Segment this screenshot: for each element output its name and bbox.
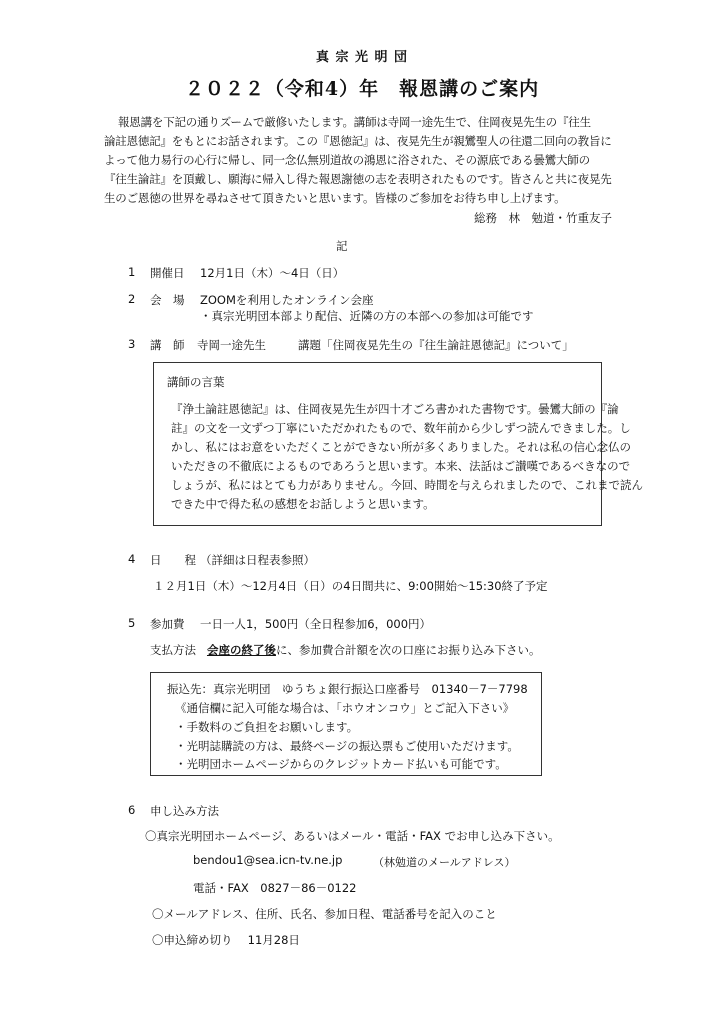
lecturer-words-line: いただきの不徹底によるものであろうと思います。本来、法話はご讃嘆であるべきなので <box>171 459 631 473</box>
item-number: 4 <box>128 552 136 566</box>
ki-heading: 記 <box>336 239 348 253</box>
schedule-note: （詳細は日程表参照） <box>200 553 315 567</box>
required-fields: 〇メールアドレス、住所、氏名、参加日程、電話番号を記入のこと <box>152 907 497 921</box>
schedule-label: 日 程 <box>150 553 196 567</box>
payment-instructions: に、参加費合計額を次の口座にお振り込み下さい。 <box>275 643 541 657</box>
lecturer-words-heading: 講師の言葉 <box>167 375 225 389</box>
apply-methods: 〇真宗光明団ホームページ、あるいはメール・電話・FAX でお申し込み下さい。 <box>145 829 560 843</box>
deadline: 〇申込締め切り 11月28日 <box>152 933 300 947</box>
organization-name: 真 宗 光 明 団 <box>315 50 409 65</box>
intro-line: 『往生論註』を頂戴し、願海に帰入し得た報恩謝徳の志を表明されたものです。皆さんと共に夜晃先 <box>104 172 612 186</box>
payment-note: ・光明誌購読の方は、最終ページの振込票もご使用いただけます。 <box>175 739 519 753</box>
item-number: 5 <box>128 616 136 630</box>
venue-label: 会 場 <box>150 293 185 307</box>
intro-line: 報恩講を下記の通りズームで厳修いたします。講師は寺岡一途先生で、住岡夜晃先生の『往生 <box>118 115 591 129</box>
venue-value: ZOOMを利用したオンライン会座 <box>200 293 374 307</box>
lecture-topic: 講題「住岡夜晃先生の『往生論註恩徳記』について」 <box>298 338 574 352</box>
payment-account: 振込先：真宗光明団 ゆうちょ銀行振込口座番号 01340－7－7798 <box>167 682 528 696</box>
intro-line: よって他力易行の心行に帰し、同一念仏無別道故の鴻恩に浴された、その源底である曇鸞大師の <box>104 153 590 167</box>
lecturer-label: 講 師 <box>150 338 185 352</box>
item-number: 1 <box>128 265 136 279</box>
item-number: 6 <box>128 803 136 817</box>
payment-method <box>150 642 540 658</box>
lecturer-words-line: できた中で得た私の感想をお話しようと思います。 <box>171 497 435 511</box>
lecturer-words-line: かし、私にはお意をいただくことができない所が多くありました。それは私の信心念仏の <box>171 440 631 454</box>
signature: 総務 林 勉道・竹重友子 <box>474 211 612 225</box>
email-note: （林勉道のメールアドレス） <box>373 856 516 869</box>
item-number: 3 <box>128 337 136 351</box>
payment-method-label: 支払方法 <box>150 643 196 657</box>
schedule-detail: １２月1日（木）～12月4日（日）の4日間共に、9:00開始～15:30終了予定 <box>153 579 548 593</box>
payment-info-box <box>150 672 542 776</box>
fee-label: 参加費 <box>150 617 185 631</box>
payment-note: 《通信欄に記入可能な場合は、「ホウオンコウ」とご記入下さい》 <box>175 701 515 715</box>
item-number: 2 <box>128 292 136 306</box>
phone-fax: 電話・FAX 0827－86－0122 <box>193 881 357 895</box>
lecturer-words-box <box>153 362 643 526</box>
date-value: 12月1日（木）～4日（日） <box>200 266 345 280</box>
lecturer-name: 寺岡一途先生 <box>197 338 266 352</box>
lecturer-words-line: しょうが、私にはとても力がありません。今回、時間を与えられましたので、これまで読ん <box>171 478 643 492</box>
payment-note: ・手数料のご負担をお願いします。 <box>175 720 359 734</box>
fee-value: 一日一人1，500円（全日程参加6，000円） <box>200 617 432 631</box>
lecturer-words-line: 註』の文を一文ずつ丁寧にいただかれたもので、数年前から少しずつ読んできました。し <box>171 421 631 435</box>
page-title: ２０２２（令和4）年 報恩講のご案内 <box>184 78 540 100</box>
payment-note: ・光明団ホームページからのクレジットカード払いも可能です。 <box>175 757 507 771</box>
payment-timing: 会座の終了後 <box>206 643 276 657</box>
email-address[interactable]: bendou1@sea.icn-tv.ne.jp <box>193 853 343 867</box>
lecturer-words-line: 『浄土論註恩徳記』は、住岡夜晃先生が四十才ごろ書かれた書物です。曇鸞大師の『論 <box>171 402 619 416</box>
venue-note: ・真宗光明団本部より配信、近隣の方の本部への参加は可能です <box>200 309 534 323</box>
intro-line: 生のご恩徳の世界を尋ねさせて頂きたいと思います。皆様のご参加をお待ち申し上げます。 <box>104 191 566 205</box>
intro-line: 論註恩徳記』をもとにお話されます。この『恩徳記』は、夜晃先生が親鸞聖人の往還二回向の教旨に <box>104 134 612 148</box>
apply-label: 申し込み方法 <box>150 804 219 818</box>
date-label: 開催日 <box>150 266 185 280</box>
